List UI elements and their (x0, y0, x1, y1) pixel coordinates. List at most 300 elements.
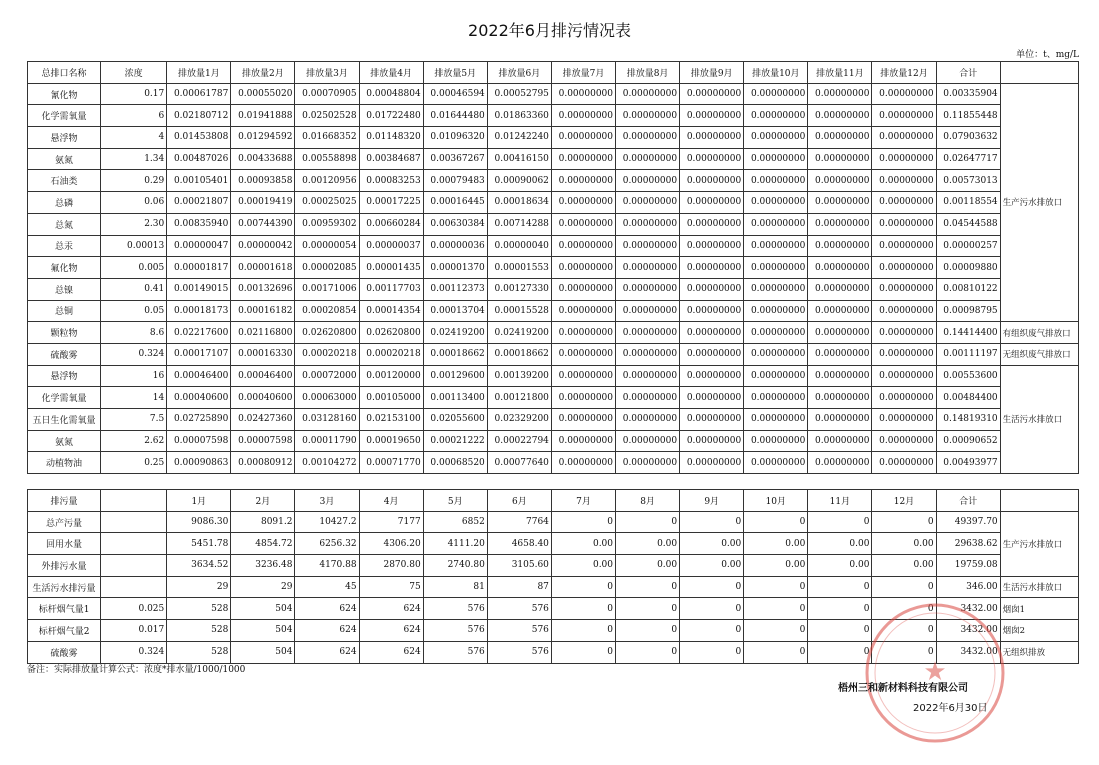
value-cell: 3236.48 (231, 555, 295, 577)
value-cell (101, 576, 167, 598)
value-cell: 0.00000000 (680, 300, 744, 322)
outlet-label: 生活污水排放口 (1000, 576, 1078, 598)
value-cell: 0 (680, 598, 744, 620)
value-cell: 0.00132696 (231, 278, 295, 300)
table-row (28, 213, 1079, 235)
value-cell: 0.00001817 (167, 257, 231, 279)
value-cell: 0.00000000 (808, 387, 872, 409)
row-label: 总镍 (28, 278, 101, 300)
value-cell: 0.00000000 (744, 105, 808, 127)
value-cell: 9086.30 (167, 511, 231, 533)
table-row (28, 148, 1079, 170)
value-cell: 0.00111197 (936, 343, 1000, 365)
value-cell: 0.00384687 (359, 148, 423, 170)
row-label: 硫酸雾 (28, 641, 101, 663)
value-cell: 0.00149015 (167, 278, 231, 300)
value-cell: 0.00019650 (359, 430, 423, 452)
value-cell: 0.00080912 (231, 452, 295, 474)
value-cell: 0.17 (101, 83, 167, 105)
value-cell: 0.00000000 (872, 452, 936, 474)
row-label: 标杆烟气量1 (28, 598, 101, 620)
column-header (1000, 62, 1078, 84)
header-row (28, 62, 1079, 84)
value-cell: 19759.08 (936, 555, 1000, 577)
value-cell: 29 (231, 576, 295, 598)
value-cell: 0.00070905 (295, 83, 359, 105)
value-cell: 0.00000000 (551, 387, 615, 409)
row-label: 硫酸雾 (28, 343, 101, 365)
value-cell: 0.00000000 (808, 452, 872, 474)
value-cell: 0.00000042 (231, 235, 295, 257)
value-cell: 0.025 (101, 598, 167, 620)
value-cell: 0.00025025 (295, 192, 359, 214)
value-cell: 0.00000000 (872, 409, 936, 431)
emission-table (27, 61, 1079, 474)
value-cell: 0.00083253 (359, 170, 423, 192)
value-cell: 7.5 (101, 409, 167, 431)
value-cell: 0.00018662 (487, 343, 551, 365)
value-cell: 624 (295, 598, 359, 620)
value-cell: 2.30 (101, 213, 167, 235)
column-header: 9月 (680, 490, 744, 512)
value-cell: 0.00000000 (744, 343, 808, 365)
value-cell: 0.00000000 (551, 365, 615, 387)
value-cell: 45 (295, 576, 359, 598)
value-cell: 0.00484400 (936, 387, 1000, 409)
value-cell: 0.00121800 (487, 387, 551, 409)
value-cell: 0.04544588 (936, 213, 1000, 235)
value-cell: 0 (616, 511, 680, 533)
value-cell: 0.00810122 (936, 278, 1000, 300)
value-cell: 0.00020218 (359, 343, 423, 365)
table-row (28, 170, 1079, 192)
value-cell: 0.00000000 (551, 192, 615, 214)
value-cell: 0.00416150 (487, 148, 551, 170)
document-date: 2022年6月30日 (913, 703, 988, 714)
value-cell: 87 (487, 576, 551, 598)
value-cell: 0.00000047 (167, 235, 231, 257)
value-cell: 0.00000000 (808, 170, 872, 192)
value-cell: 0.02419200 (423, 322, 487, 344)
row-label: 氰化物 (28, 83, 101, 105)
row-label: 氟化物 (28, 257, 101, 279)
value-cell: 0.00000000 (744, 322, 808, 344)
column-header: 排放量12月 (872, 62, 936, 84)
table-row (28, 365, 1079, 387)
value-cell: 0.00017225 (359, 192, 423, 214)
value-cell: 0 (872, 641, 936, 663)
value-cell: 0.02153100 (359, 409, 423, 431)
value-cell: 0.00093858 (231, 170, 295, 192)
value-cell: 0.00013704 (423, 300, 487, 322)
value-cell: 0.00000000 (551, 300, 615, 322)
value-cell: 0.00000000 (680, 278, 744, 300)
value-cell: 0.00000000 (551, 105, 615, 127)
column-header (1000, 490, 1078, 512)
value-cell: 0.00000000 (744, 235, 808, 257)
value-cell: 0.00068520 (423, 452, 487, 474)
value-cell: 0 (808, 620, 872, 642)
value-cell: 0.00015528 (487, 300, 551, 322)
value-cell: 0.02217600 (167, 322, 231, 344)
value-cell: 0.00000000 (744, 213, 808, 235)
value-cell: 0.00000000 (744, 170, 808, 192)
value-cell: 0 (616, 576, 680, 598)
value-cell: 7177 (359, 511, 423, 533)
value-cell: 0.00019419 (231, 192, 295, 214)
column-header: 12月 (872, 490, 936, 512)
value-cell: 0.00000000 (551, 170, 615, 192)
value-cell: 7764 (487, 511, 551, 533)
value-cell: 0 (744, 620, 808, 642)
column-header: 排放量1月 (167, 62, 231, 84)
value-cell: 0.00000257 (936, 235, 1000, 257)
value-cell: 624 (359, 620, 423, 642)
value-cell: 0.00000000 (744, 257, 808, 279)
value-cell: 0.00000000 (616, 300, 680, 322)
value-cell: 0 (551, 598, 615, 620)
value-cell: 0 (551, 641, 615, 663)
value-cell: 0.00000054 (295, 235, 359, 257)
value-cell: 0.00000000 (744, 278, 808, 300)
value-cell: 0.00000000 (744, 192, 808, 214)
value-cell: 0.00000000 (808, 235, 872, 257)
value-cell (101, 533, 167, 555)
value-cell: 0.00000037 (359, 235, 423, 257)
value-cell: 0.14819310 (936, 409, 1000, 431)
document-title: 2022年6月排污情况表 (468, 21, 631, 40)
value-cell: 0.00000000 (616, 127, 680, 149)
value-cell: 0.00000000 (551, 278, 615, 300)
value-cell: 0.00090062 (487, 170, 551, 192)
value-cell: 3432.00 (936, 620, 1000, 642)
value-cell: 0.00105000 (359, 387, 423, 409)
value-cell: 0.00000000 (616, 365, 680, 387)
value-cell: 0.00000000 (744, 127, 808, 149)
value-cell: 0.00000000 (616, 213, 680, 235)
value-cell: 0.00000000 (680, 105, 744, 127)
value-cell: 0.00000000 (808, 257, 872, 279)
value-cell: 0.00013 (101, 235, 167, 257)
table-row (28, 257, 1079, 279)
value-cell: 0.00040600 (231, 387, 295, 409)
value-cell: 3432.00 (936, 598, 1000, 620)
value-cell: 0.00000000 (680, 322, 744, 344)
value-cell: 0.00055020 (231, 83, 295, 105)
value-cell: 0.00553600 (936, 365, 1000, 387)
row-label: 标杆烟气量2 (28, 620, 101, 642)
value-cell: 0.00000000 (744, 365, 808, 387)
value-cell: 0.00000000 (872, 235, 936, 257)
column-header: 11月 (808, 490, 872, 512)
value-cell: 528 (167, 641, 231, 663)
value-cell: 0.00018662 (423, 343, 487, 365)
value-cell: 576 (423, 620, 487, 642)
value-cell: 0.00000000 (872, 387, 936, 409)
outlet-label: 有组织废气排放口 (1000, 322, 1078, 344)
table-row (28, 511, 1079, 533)
value-cell: 0.00 (744, 533, 808, 555)
value-cell: 0.00090863 (167, 452, 231, 474)
value-cell: 0.00001435 (359, 257, 423, 279)
value-cell: 0.00000000 (680, 170, 744, 192)
value-cell: 0.00000000 (680, 213, 744, 235)
value-cell: 0.00000000 (680, 148, 744, 170)
value-cell: 0.00 (744, 555, 808, 577)
value-cell: 0.00000000 (616, 83, 680, 105)
value-cell: 0.06 (101, 192, 167, 214)
value-cell: 0.14414400 (936, 322, 1000, 344)
value-cell: 0.00000000 (808, 213, 872, 235)
value-cell: 0 (680, 620, 744, 642)
table-row (28, 322, 1079, 344)
row-label: 氨氮 (28, 430, 101, 452)
value-cell: 8.6 (101, 322, 167, 344)
value-cell: 0.00001370 (423, 257, 487, 279)
column-header: 1月 (167, 490, 231, 512)
row-label: 悬浮物 (28, 127, 101, 149)
value-cell: 0.00000000 (808, 83, 872, 105)
value-cell: 4 (101, 127, 167, 149)
value-cell: 528 (167, 598, 231, 620)
value-cell: 0.00000036 (423, 235, 487, 257)
value-cell: 0.00000000 (616, 257, 680, 279)
value-cell: 0.00016182 (231, 300, 295, 322)
column-header: 合计 (936, 490, 1000, 512)
value-cell: 0.00000000 (872, 300, 936, 322)
value-cell: 0.00117703 (359, 278, 423, 300)
value-cell: 0.00105401 (167, 170, 231, 192)
value-cell: 0.00000000 (551, 213, 615, 235)
value-cell: 0.00000000 (744, 430, 808, 452)
value-cell: 0.00000000 (616, 105, 680, 127)
value-cell: 0.00 (616, 533, 680, 555)
value-cell: 0.00 (551, 555, 615, 577)
row-label: 颗粒物 (28, 322, 101, 344)
value-cell: 0.00000000 (744, 452, 808, 474)
value-cell: 0.00000000 (744, 387, 808, 409)
value-cell: 0.00077640 (487, 452, 551, 474)
value-cell: 0.00000000 (616, 430, 680, 452)
value-cell: 0.00000000 (551, 235, 615, 257)
value-cell: 0.00046400 (167, 365, 231, 387)
value-cell: 0 (551, 620, 615, 642)
value-cell: 0.00000000 (872, 83, 936, 105)
value-cell: 0.00 (551, 533, 615, 555)
value-cell: 0.00001553 (487, 257, 551, 279)
value-cell: 0.00000000 (808, 343, 872, 365)
value-cell: 0.00000000 (551, 409, 615, 431)
outlet-label: 烟囱2 (1000, 620, 1078, 642)
value-cell: 0.00000040 (487, 235, 551, 257)
row-label: 五日生化需氧量 (28, 409, 101, 431)
row-label: 石油类 (28, 170, 101, 192)
value-cell: 0 (744, 576, 808, 598)
value-cell: 75 (359, 576, 423, 598)
value-cell: 0.00000000 (680, 365, 744, 387)
table-row (28, 278, 1079, 300)
value-cell: 0.00000000 (872, 365, 936, 387)
value-cell: 6852 (423, 511, 487, 533)
value-cell: 0.00744390 (231, 213, 295, 235)
value-cell: 0.25 (101, 452, 167, 474)
value-cell: 0.00000000 (872, 148, 936, 170)
value-cell: 0.00021807 (167, 192, 231, 214)
row-label: 总汞 (28, 235, 101, 257)
value-cell: 4170.88 (295, 555, 359, 577)
value-cell: 0.00493977 (936, 452, 1000, 474)
value-cell: 0.00 (872, 555, 936, 577)
column-header: 排放量6月 (487, 62, 551, 84)
value-cell: 0.00 (680, 555, 744, 577)
row-label: 化学需氧量 (28, 105, 101, 127)
table-row (28, 409, 1079, 431)
value-cell: 0.00000000 (680, 387, 744, 409)
value-cell: 624 (359, 641, 423, 663)
column-header: 8月 (616, 490, 680, 512)
value-cell: 0.00112373 (423, 278, 487, 300)
column-header: 排放量2月 (231, 62, 295, 84)
value-cell: 0 (744, 511, 808, 533)
value-cell: 0.00000000 (808, 127, 872, 149)
value-cell: 0.00000000 (551, 452, 615, 474)
value-cell: 0.00072000 (295, 365, 359, 387)
value-cell: 0.00171006 (295, 278, 359, 300)
value-cell: 0.00007598 (231, 430, 295, 452)
value-cell: 576 (487, 620, 551, 642)
row-label: 总产污量 (28, 511, 101, 533)
table-row (28, 430, 1079, 452)
table-row (28, 343, 1079, 365)
value-cell: 0.00335904 (936, 83, 1000, 105)
remark-note: 备注：实际排放量计算公式：浓度*排水量/1000/1000 (27, 665, 246, 675)
value-cell: 624 (359, 598, 423, 620)
value-cell: 0.01242240 (487, 127, 551, 149)
column-header: 排放量8月 (616, 62, 680, 84)
row-label: 总磷 (28, 192, 101, 214)
value-cell: 0.02419200 (487, 322, 551, 344)
value-cell: 6 (101, 105, 167, 127)
value-cell: 0.02329200 (487, 409, 551, 431)
value-cell: 0.00000000 (551, 257, 615, 279)
column-header: 4月 (359, 490, 423, 512)
value-cell: 0.00000000 (616, 235, 680, 257)
value-cell: 504 (231, 641, 295, 663)
value-cell: 0.00079483 (423, 170, 487, 192)
column-header: 合计 (936, 62, 1000, 84)
value-cell: 0.00000000 (872, 430, 936, 452)
value-cell: 0.00118554 (936, 192, 1000, 214)
value-cell (101, 555, 167, 577)
value-cell: 0.00000000 (551, 148, 615, 170)
value-cell: 0.00000000 (872, 322, 936, 344)
value-cell: 0.02055600 (423, 409, 487, 431)
value-cell: 0.00714288 (487, 213, 551, 235)
value-cell: 0.00558898 (295, 148, 359, 170)
value-cell: 0.00000000 (808, 322, 872, 344)
value-cell: 0 (744, 598, 808, 620)
value-cell: 0.00000000 (872, 278, 936, 300)
outlet-label: 生活污水排放口 (1000, 365, 1078, 473)
table-row (28, 83, 1079, 105)
value-cell: 0 (551, 576, 615, 598)
unit-note: 单位：t、mg/L (1016, 50, 1079, 60)
value-cell: 0.02502528 (295, 105, 359, 127)
row-label: 总铜 (28, 300, 101, 322)
value-cell: 0.00000000 (808, 409, 872, 431)
value-cell: 0.01453808 (167, 127, 231, 149)
table-row (28, 235, 1079, 257)
value-cell: 0.29 (101, 170, 167, 192)
value-cell: 0.00000000 (551, 343, 615, 365)
value-cell: 0.41 (101, 278, 167, 300)
value-cell: 0.00018634 (487, 192, 551, 214)
value-cell: 0 (744, 641, 808, 663)
value-cell: 0.00000000 (680, 127, 744, 149)
value-cell: 0.00000000 (616, 192, 680, 214)
value-cell: 4111.20 (423, 533, 487, 555)
column-header: 排放量9月 (680, 62, 744, 84)
value-cell: 624 (295, 620, 359, 642)
value-cell: 504 (231, 598, 295, 620)
value-cell: 0.02647717 (936, 148, 1000, 170)
row-label: 悬浮物 (28, 365, 101, 387)
value-cell: 0.01941888 (231, 105, 295, 127)
value-cell: 0.00000000 (551, 430, 615, 452)
row-label: 动植物油 (28, 452, 101, 474)
value-cell: 346.00 (936, 576, 1000, 598)
value-cell: 0.00000000 (680, 192, 744, 214)
value-cell: 0.00020854 (295, 300, 359, 322)
column-header: 排放量11月 (808, 62, 872, 84)
value-cell: 0.00000000 (872, 192, 936, 214)
value-cell: 0.00061787 (167, 83, 231, 105)
value-cell: 0.00000000 (744, 83, 808, 105)
value-cell: 0.01863360 (487, 105, 551, 127)
value-cell: 0 (551, 511, 615, 533)
value-cell: 0.00959302 (295, 213, 359, 235)
value-cell: 0.00000000 (616, 409, 680, 431)
value-cell: 0.00000000 (551, 322, 615, 344)
row-label: 化学需氧量 (28, 387, 101, 409)
value-cell: 0.00000000 (744, 409, 808, 431)
table-row (28, 105, 1079, 127)
value-cell: 4658.40 (487, 533, 551, 555)
value-cell: 0.00000000 (616, 387, 680, 409)
value-cell: 0.00001618 (231, 257, 295, 279)
svg-text:★: ★ (923, 657, 947, 687)
value-cell: 0.07903632 (936, 127, 1000, 149)
outlet-label: 无组织废气排放口 (1000, 343, 1078, 365)
company-name: 梧州三和新材料科技有限公司 (838, 683, 968, 694)
column-header: 排放量5月 (423, 62, 487, 84)
value-cell: 0.00487026 (167, 148, 231, 170)
value-cell: 0.00129600 (423, 365, 487, 387)
value-cell: 0.02725890 (167, 409, 231, 431)
value-cell: 624 (295, 641, 359, 663)
value-cell: 0.00071770 (359, 452, 423, 474)
value-cell: 0.00014354 (359, 300, 423, 322)
value-cell (101, 511, 167, 533)
value-cell: 0.11855448 (936, 105, 1000, 127)
value-cell: 0.00 (872, 533, 936, 555)
column-header: 10月 (744, 490, 808, 512)
value-cell: 0.02427360 (231, 409, 295, 431)
column-header (101, 490, 167, 512)
column-header: 浓度 (101, 62, 167, 84)
value-cell: 0.00 (808, 555, 872, 577)
value-cell: 0.00000000 (744, 148, 808, 170)
